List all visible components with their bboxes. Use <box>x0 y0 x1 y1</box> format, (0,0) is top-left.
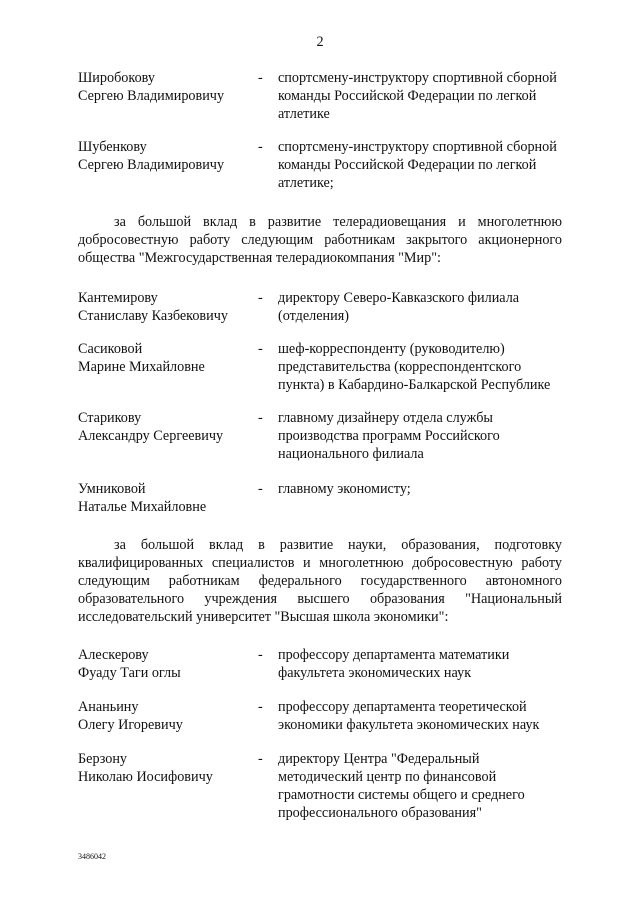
recipient-name: Шубенкову Сергею Владимировичу <box>78 139 225 173</box>
separator-dash: - <box>258 70 263 86</box>
separator-dash: - <box>258 481 263 497</box>
separator-dash: - <box>258 290 263 306</box>
separator-dash: - <box>258 139 263 155</box>
recipient-position: шеф-корреспонденту (руководителю) представительства (корреспондентского пункта) в Кабардино-Балкарской Республике <box>278 341 551 393</box>
recipient-name: Широбокову Сергею Владимировичу <box>78 70 225 104</box>
recipient-position: главному дизайнеру отдела службы производства программ Российского национального филиала <box>278 410 500 462</box>
recipient-name: Сасиковой Марине Михайловне <box>78 341 205 375</box>
award-paragraph: за большой вклад в развитие телерадиовещания и многолетнюю добросовестную работу следующим работникам закрытого акционерного общества "Межгосударственная телерадиокомпания "Мир": <box>78 214 562 266</box>
recipient-position: спортсмену-инструктору спортивной сборной команды Российской Федерации по легкой атлетике; <box>278 139 557 191</box>
recipient-position: спортсмену-инструктору спортивной сборной команды Российской Федерации по легкой атлетике <box>278 70 557 122</box>
separator-dash: - <box>258 751 263 767</box>
recipient-position: профессору департамента теоретической экономики факультета экономических наук <box>278 699 540 733</box>
separator-dash: - <box>258 341 263 357</box>
award-paragraph: за большой вклад в развитие науки, образования, подготовку квалифицированных специалистов и многолетнюю добросовестную работу следующим работникам федерального государственного автономного образовательного учреждения высшего образования "Национальный исследовательский университет "Высшая школа экономики": <box>78 537 562 625</box>
recipient-name: Кантемирову Станиславу Казбековичу <box>78 290 228 324</box>
recipient-name: Старикову Александру Сергеевичу <box>78 410 224 444</box>
recipient-position: директору Центра "Федеральный методический центр по финансовой грамотности системы общего и среднего профессионального образования" <box>278 751 525 821</box>
recipient-position: профессору департамента математики факультета экономических наук <box>278 647 510 681</box>
recipient-position: главному экономисту; <box>278 481 411 497</box>
page-number: 2 <box>316 34 324 50</box>
document-code: 3486042 <box>78 852 106 861</box>
separator-dash: - <box>258 699 263 715</box>
recipient-position: директору Северо-Кавказского филиала (отделения) <box>278 290 520 324</box>
recipient-name: Берзону Николаю Иосифовичу <box>78 751 213 785</box>
separator-dash: - <box>258 647 263 663</box>
recipient-name: Алескерову Фуаду Таги оглы <box>78 647 181 681</box>
separator-dash: - <box>258 410 263 426</box>
recipient-name: Ананьину Олегу Игоревичу <box>78 699 183 733</box>
recipient-name: Умниковой Наталье Михайловне <box>78 481 207 515</box>
